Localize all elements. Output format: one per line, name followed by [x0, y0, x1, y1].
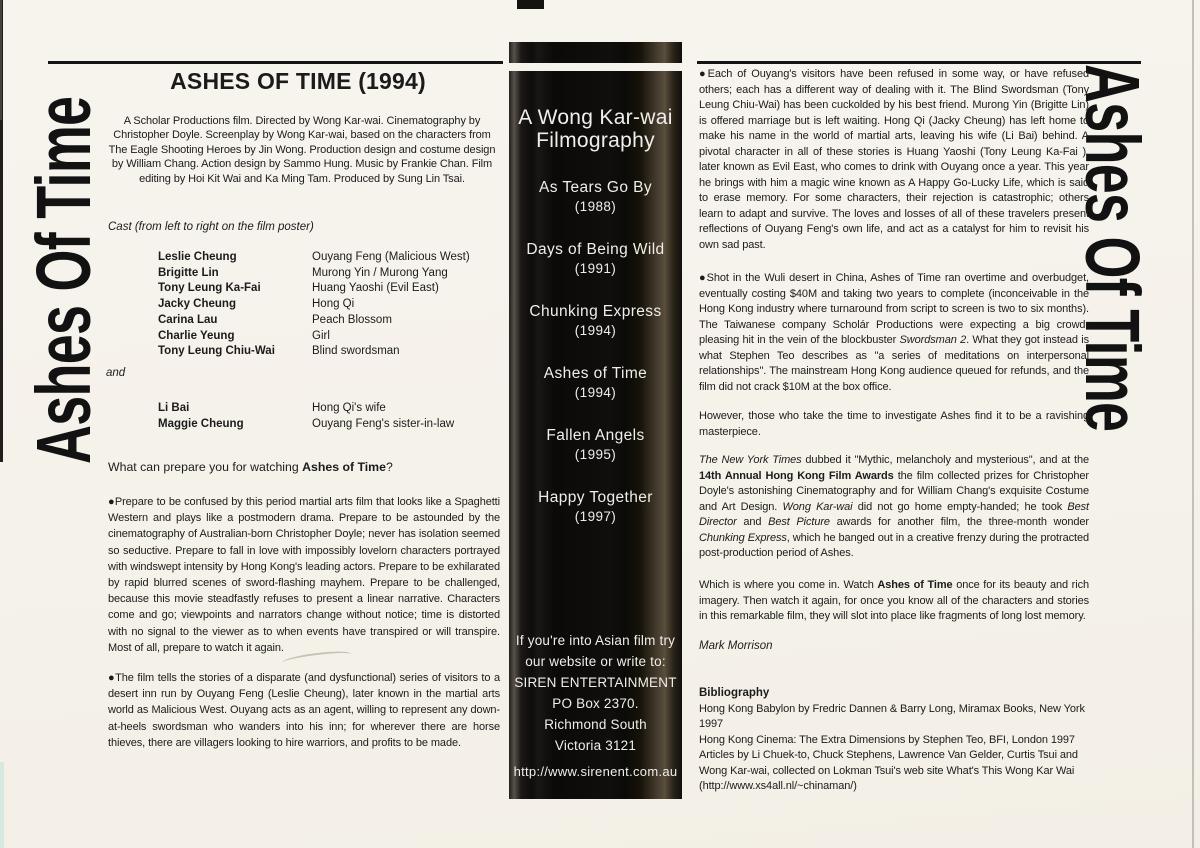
left-column-rule — [48, 61, 503, 64]
filmography-entry — [509, 488, 682, 525]
bibliography-entry: Hong Kong Cinema: The Extra Dimensions by Stephen Teo, BFI, London 1997 — [699, 733, 1075, 746]
cast-role: Peach Blossom — [312, 313, 392, 326]
film-title: As Tears Go By — [539, 179, 652, 196]
film-year: (1997) — [574, 509, 617, 524]
contact-line: Richmond South — [544, 717, 647, 732]
filmography-entry — [509, 240, 682, 277]
essay-paragraph-2: ●Shot in the Wuli desert in China, Ashes of Time ran overtime and overbudget, eventually costing $40M and taking two years to complete (inconceivable in the Hong Kong industry where turnaround from script to screen is two to six months). The Taiwanese company Scholár Productions were expecting a big crowd-pleasing hit in the vein of the blockbuster Swordsman 2. What they got instead is what Stephen Teo describes as "a series of meditations on interpersonal relationships". The mainstream Hong Kong audience queued for refunds, and the film did not crack $10M at the box office. — [699, 272, 1089, 393]
film-year: (1994) — [574, 323, 617, 338]
scan-corner-strip — [0, 762, 4, 848]
essay-paragraph-5: Which is where you come in. Watch Ashes of Time once for its beauty and rich imagery. Then watch it again, for once you know all of the characters and stories in this remarkable film, they will slot into place like fragments of long lost memory. — [699, 579, 1090, 622]
cast-row — [158, 266, 506, 282]
cast-role: Murong Yin / Murong Yang — [312, 266, 448, 279]
cast-row — [158, 250, 506, 266]
scan-edge-right — [1192, 0, 1194, 848]
film-year: (1995) — [574, 447, 617, 462]
cast-role: Ouyang Feng (Malicious West) — [312, 251, 470, 263]
film-credits: A Scholar Productions film. Directed by Wong Kar-wai. Cinematography by Christopher Doyle. Screenplay by Wong Kar-wai, based on the characters from The Eagle Shooting Heroes by Jin Wong. Production design and costume design by William Chang. Action design by Sammo Hung. Music by Frankie Chan. Film editing by Hoi Kit Wai and Ka Ming Tam. Produced by Sung Lin Tsai. — [108, 115, 496, 185]
review-paragraph-2: ●The film tells the stories of a disparate (and dysfunctional) series of visitors to a desert inn run by Ouyang Feng (Leslie Cheung), later known in the martial arts world as Malicious West. Ouyang acts as an agent, willing to represent any down-at-heels swordsman who wanders into his inn; for wherever there are horse thieves, there are villagers looking to hire warriors, and profits to be made. — [108, 672, 500, 749]
contact-line: If you're into Asian film try — [515, 633, 676, 648]
cast-heading: Cast (from left to right on the film poster) — [108, 221, 314, 233]
cast-table — [158, 250, 506, 360]
cast-actor: Li Bai — [158, 402, 190, 414]
spine-top-tab — [517, 0, 544, 9]
cast-actor: Charlie Yeung — [158, 329, 235, 342]
spine-white-stripe — [509, 63, 682, 71]
bibliography-entry: Articles by Li Chuek-to, Chuck Stephens, Lawrence Van Gelder, Curtis Tsui and Wong Kar-wai, collected on Lokman Tsui's web site What's This Wong Kar Wai (http://www.xs4all.nl/~chinaman/) — [699, 749, 1078, 793]
vertical-title-left: Ashes Of Time — [21, 96, 107, 465]
cast-row — [158, 417, 506, 433]
cast-role: Ouyang Feng's sister-in-law — [312, 417, 455, 430]
cast-actor: Leslie Cheung — [158, 251, 237, 263]
contact-line: PO Box 2370. — [552, 696, 639, 711]
cast-actor: Carina Lau — [158, 313, 218, 326]
filmography-entry — [509, 426, 682, 463]
bibliography-entry: Hong Kong Babylon by Fredric Dannen & Barry Long, Miramax Books, New York 1997 — [699, 703, 1085, 731]
cast-role: Hong Qi's wife — [312, 402, 386, 414]
review-paragraph-1: ●Prepare to be confused by this period martial arts film that looks like a Spaghetti Western and plays like a postmodern drama. Prepare to be astounded by the cinematography of Australian-born Christopher Doyle; never has isolation seemed so seductive. Prepare to fall in love with impossibly lovelorn characters portrayed with windswept intensity by Hong Kong's leading actors. Prepare to be exhilarated by rapid blurred scenes of sword-flashing mayhem. Prepare to be challenged, because this movie steadfastly refuses to present a linear narrative. Characters come and go; viewpoints and narrators change without notice; time is distorted with no signal to the viewer as to when events have transpired or will transpire. Most of all, prepare to watch it again. — [108, 496, 500, 654]
scan-edge-left-faint — [0, 0, 2, 120]
cast-row — [158, 344, 506, 360]
cast-role: Huang Yaoshi (Evil East) — [312, 282, 439, 295]
cast-role: Girl — [312, 329, 330, 342]
contact-line: Victoria 3121 — [554, 738, 637, 753]
right-column-rule — [697, 61, 1141, 64]
film-title: Days of Being Wild — [526, 241, 665, 258]
essay-paragraph-3: However, those who take the time to investigate Ashes find it to be a ravishing masterpiece. — [699, 410, 1089, 438]
contact-block — [509, 630, 682, 756]
filmography-entry — [509, 302, 682, 339]
page-title: ASHES OF TIME (1994) — [170, 68, 426, 94]
author-byline: Mark Morrison — [699, 640, 773, 652]
website-url: http://www.sirenent.com.au — [513, 764, 678, 779]
filmography-entry — [509, 364, 682, 401]
film-year: (1994) — [574, 385, 617, 400]
filmography-entry — [509, 178, 682, 215]
cast-row — [158, 281, 506, 297]
film-year: (1988) — [574, 199, 617, 214]
cast-actor: Tony Leung Chiu-Wai — [158, 345, 275, 358]
cast-actor: Tony Leung Ka-Fai — [158, 282, 261, 295]
filmography-heading: A Wong Kar-wai Filmography — [518, 106, 673, 152]
contact-line: our website or write to: — [525, 654, 666, 669]
cast-role: Blind swordsman — [312, 345, 400, 358]
vertical-title-right: Ashes Of Time — [1069, 64, 1155, 432]
and-label: and — [106, 367, 126, 379]
film-year: (1991) — [574, 261, 617, 276]
cast-row — [158, 313, 506, 329]
essay-paragraph-1: ●Each of Ouyang's visitors have been refused in some way, or have refused others; each has a different way of dealing with it. The Blind Swordsman (Tony Leung Chiu-Wai) has been cuckolded by his best friend. Murong Yin (Brigitte Lin) is offered marriage but is left waiting. Hong Qi (Jacky Cheung) has left home to make his name in the world of martial arts, leaving his wife (Li Bai) behind. A pivotal character in all of these stories is Huang Yaoshi (Tony Leung Ka-Fai ), later known as Evil East, who comes to drink with Ouyang once a year. This year he brings with him a magic wine known as A Happy Go-Lucky Life, which is said to erase memory. For some characters, their rejection is catastrophic; others learn to adapt and survive. The loves and losses of all of these travelers present reflections of Ouyang Feng's own life, and act as a catalyst for him to revisit his own sad past. — [699, 68, 1089, 251]
film-title: Chunking Express — [529, 303, 662, 320]
viewer-question: What can prepare you for watching Ashes of Time? — [108, 460, 393, 474]
contact-line: SIREN ENTERTAINMENT — [514, 675, 677, 690]
cast-actor: Maggie Cheung — [158, 417, 244, 430]
film-title: Fallen Angels — [546, 427, 645, 444]
cast-row — [158, 297, 506, 313]
cast-row — [158, 329, 506, 345]
bibliography-heading: Bibliography — [699, 687, 770, 699]
cast-row — [158, 401, 506, 417]
cast-actor: Jacky Cheung — [158, 298, 236, 311]
filmography-list — [509, 178, 682, 550]
video-spine — [509, 42, 682, 799]
cast-table-additional — [158, 401, 506, 432]
cast-actor: Brigitte Lin — [158, 266, 219, 279]
film-title: Ashes of Time — [543, 365, 648, 382]
bibliography-list — [699, 702, 1094, 794]
cast-role: Hong Qi — [312, 298, 355, 311]
essay-paragraph-4: The New York Times dubbed it "Mythic, melancholy and mysterious", and at the 14th Annual Hong Kong Film Awards the film collected prizes for Christopher Doyle's astonishing Cinematography and for William Chang's exquisite Costume and Art Design. Wong Kar-wai did not go home empty-handed; he took Best Director and Best Picture awards for another film, the three-month wonder Chunking Express, which he banged out in a creative frenzy during the protracted post-production period of Ashes. — [699, 454, 1090, 559]
film-title: Happy Together — [538, 489, 653, 506]
